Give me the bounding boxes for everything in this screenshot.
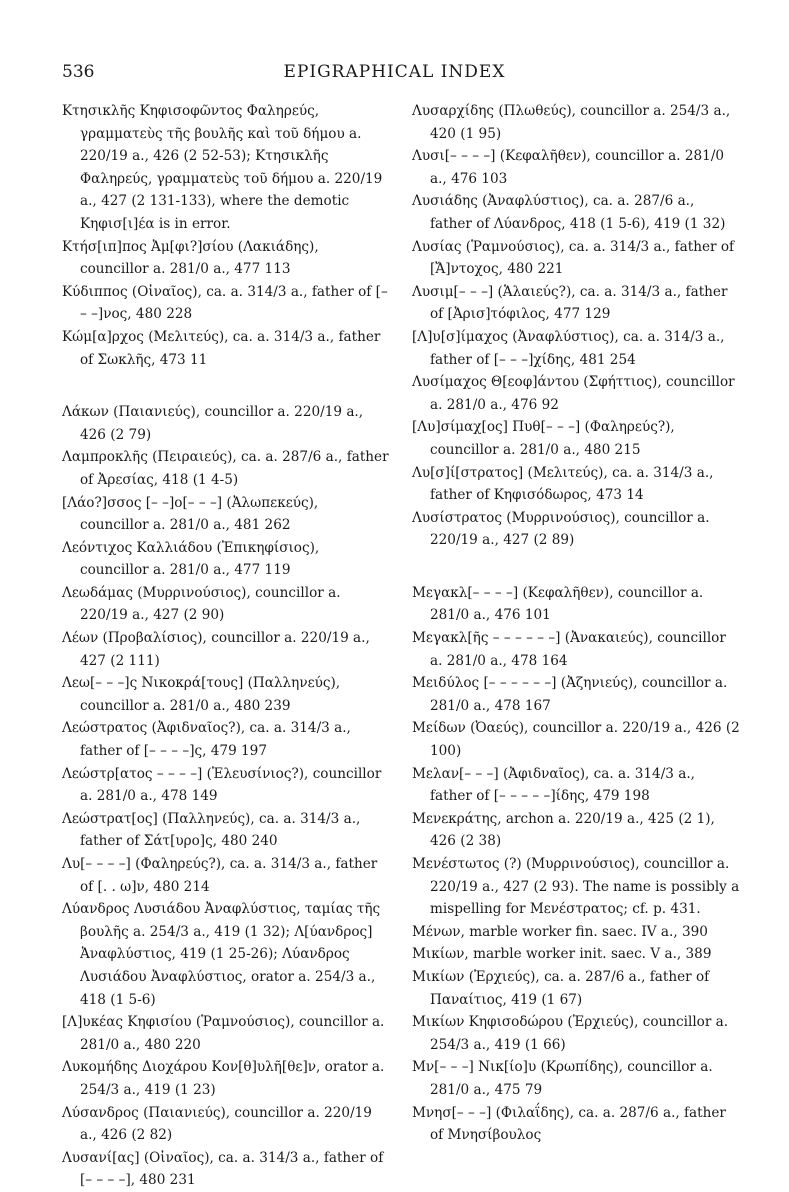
index-entry: Μικίων Κηφισοδώρου (Ἐρχιεύς), councillor a. 254/3 a., 419 (1 66) — [412, 1014, 729, 1053]
index-entry: Μεγακλ[– – – –] (Κεφαλῆθεν), councillor a. 281/0 a., 476 101 — [412, 584, 704, 624]
index-entry: Μεγακλ[ῆς – – – – – –] (Ἀνακαιεύς), councillor a. 281/0 a., 478 164 — [412, 630, 726, 669]
index-entry: Μν[– – –] Νικ[ίο]υ (Κρωπίδης), councillor a. 281/0 a., 475 79 — [412, 1059, 713, 1098]
index-entry: Λύανδρος Λυσιάδου Ἀναφλύστιος, ταμίας τῆς βουλῆς a. 254/3 a., 419 (1 32); Λ[ύανδρος] Ἀναφλύστιος, 419 (1 25-26); Λύανδρος Λυσιάδου Ἀναφλύστιος, orator a. 254/3 a., 418 (1 5-6) — [62, 901, 381, 1008]
index-entry: [Λάο?]σσος [– –]ο[– – –] (Ἀλωπεκεύς), councillor a. 281/0 a., 481 262 — [62, 494, 319, 534]
index-entry: Μενέστωτος (?) (Μυρρινούσιος), councillor a. 220/19 a., 427 (2 93). The name is possibly a mispelling for Μενέστρατος; cf. p. 431. — [412, 856, 740, 918]
section-gap — [412, 552, 740, 582]
index-entry: Λεωδάμας (Μυρρινούσιος), councillor a. 220/19 a., 427 (2 90) — [62, 584, 341, 624]
index-entry: Λυσι[– – – –] (Κεφαλῆθεν), councillor a. 281/0 a., 476 103 — [412, 148, 725, 187]
index-entry: Λυκομήδης Διοχάρου Κον[θ]υλῆ[θε]ν, orator a. 254/3 a., 419 (1 23) — [62, 1059, 385, 1098]
index-entry: Μνησ[– – –] (Φιλαΐδης), ca. a. 287/6 a., father of Μνησίβουλος — [412, 1104, 726, 1144]
index-entry: Λαμπροκλῆς (Πειραιεύς), ca. a. 287/6 a., father of Ἀρεσίας, 418 (1 4-5) — [62, 449, 389, 488]
index-entry: Κώμ[α]ρχος (Μελιτεύς), ca. a. 314/3 a., father of Σωκλῆς, 473 11 — [62, 328, 381, 368]
index-entry: Λυ[– – – –] (Φαληρεύς?), ca. a. 314/3 a., father of [. . ω]ν, 480 214 — [62, 856, 378, 895]
index-entry: [Λυ]σίμαχ[ος] Πυθ[– – –] (Φαληρεύς?), councillor a. 281/0 a., 480 215 — [412, 419, 675, 458]
section-gap — [62, 371, 390, 401]
page-header — [0, 62, 789, 88]
index-entry: Μενεκράτης, archon a. 220/19 a., 425 (2 1), 426 (2 38) — [412, 810, 715, 850]
index-entry: Λεόντιχος Καλλιάδου (Ἐπικηφίσιος), councillor a. 281/0 a., 477 119 — [62, 539, 320, 579]
index-entry: Λύσανδρος (Παιανιεύς), councillor a. 220/19 a., 426 (2 82) — [62, 1104, 372, 1144]
index-entry: Μικίων, marble worker init. saec. V a., 389 — [412, 946, 712, 963]
index-entry: Κύδιππος (Οἰναῖος), ca. a. 314/3 a., father of [– – –]νος, 480 228 — [62, 283, 388, 323]
index-entry: Λυσαρχίδης (Πλωθεύς), councillor a. 254/3 a., 420 (1 95) — [412, 103, 731, 142]
index-entry: Κτήσ[ιπ]πος Ἀμ[φι?]σίου (Λακιάδης), councillor a. 281/0 a., 477 113 — [62, 238, 319, 278]
index-entry: Λεώστρατ[ος] (Παλληνεύς), ca. a. 314/3 a., father of Σάτ[υρο]ς, 480 240 — [62, 810, 361, 850]
index-entry: Μελαν[– – –] (Ἀφιδναῖος), ca. a. 314/3 a., father of [– – – – –]ίδης, 479 198 — [412, 765, 695, 805]
index-entry: [Λ]υκέας Κηφισίου (Ῥαμνούσιος), councillor a. 281/0 a., 480 220 — [62, 1014, 385, 1053]
index-entry: [Λ]υ[σ]ίμαχος (Ἀναφλύστιος), ca. a. 314/3 a., father of [– – –]χίδης, 481 254 — [412, 328, 725, 368]
index-entry: Μικίων (Ἐρχιεύς), ca. a. 287/6 a., father of Παναίτιος, 419 (1 67) — [412, 968, 710, 1008]
index-entry: Λυσανί[ας] (Οἰναῖος), ca. a. 314/3 a., father of [– – – –], 480 231 — [62, 1149, 384, 1189]
index-entry: Μείδων (Ὀαεύς), councillor a. 220/19 a., 426 (2 100) — [412, 720, 740, 760]
index-entry: Λεώστρατος (Ἀφιδναῖος?), ca. a. 314/3 a., father of [– – – –]ς, 479 197 — [62, 720, 351, 760]
running-title: EPIGRAPHICAL INDEX — [283, 62, 506, 82]
index-entry: Μένων, marble worker fin. saec. IV a., 390 — [412, 923, 708, 940]
index-entry: Λεώστρ[ατος – – – –] (Ἐλευσίνιος?), councillor a. 281/0 a., 478 149 — [62, 765, 382, 805]
page-number: 536 — [62, 62, 95, 82]
index-entry: Λυσίας (Ῥαμνούσιος), ca. a. 314/3 a., father of [Ἄ]ντοχος, 480 221 — [412, 238, 735, 278]
index-entry: Λεω[– – –]ς Νικοκρά[τους] (Παλληνεύς), councillor a. 281/0 a., 480 239 — [62, 675, 341, 714]
index-entry: Λάκων (Παιανιεύς), councillor a. 220/19 a., 426 (2 79) — [62, 404, 364, 443]
index-entry: Λέων (Προβαλίσιος), councillor a. 220/19 a., 427 (2 111) — [62, 630, 370, 669]
index-entry: Μειδύλος [– – – – – –] (Ἀζηνιεύς), councillor a. 281/0 a., 478 167 — [412, 675, 728, 714]
right-column — [412, 100, 740, 1147]
index-entry: Λυ[σ]ί[στρατος] (Μελιτεύς), ca. a. 314/3 a., father of Κηφισόδωρος, 473 14 — [412, 464, 714, 504]
index-entry: Κτησικλῆς Κηφισοφῶντος Φαληρεύς, γραμματεὺς τῆς βουλῆς καὶ τοῦ δήμου a. 220/19 a., 426 (2 52-53); Κτησικλῆς Φαληρεύς, γραμματεὺς τοῦ δήμου a. 220/19 a., 427 (2 131-133), where the demotic Κηφισ[ι]έα is in error. — [62, 103, 383, 232]
index-entry: Λυσίμαχος Θ[εοφ]άντου (Σφήττιος), councillor a. 281/0 a., 476 92 — [412, 374, 735, 413]
index-entry: Λυσιμ[– – –] (Ἁλαιεύς?), ca. a. 314/3 a., father of [Ἀρισ]τόφιλος, 477 129 — [412, 283, 728, 323]
index-entry: Λυσίστρατος (Μυρρινούσιος), councillor a. 220/19 a., 427 (2 89) — [412, 509, 710, 549]
left-column — [62, 100, 390, 1192]
index-entry: Λυσιάδης (Ἀναφλύστιος), ca. a. 287/6 a., father of Λύανδρος, 418 (1 5-6), 419 (1 32) — [412, 193, 726, 232]
